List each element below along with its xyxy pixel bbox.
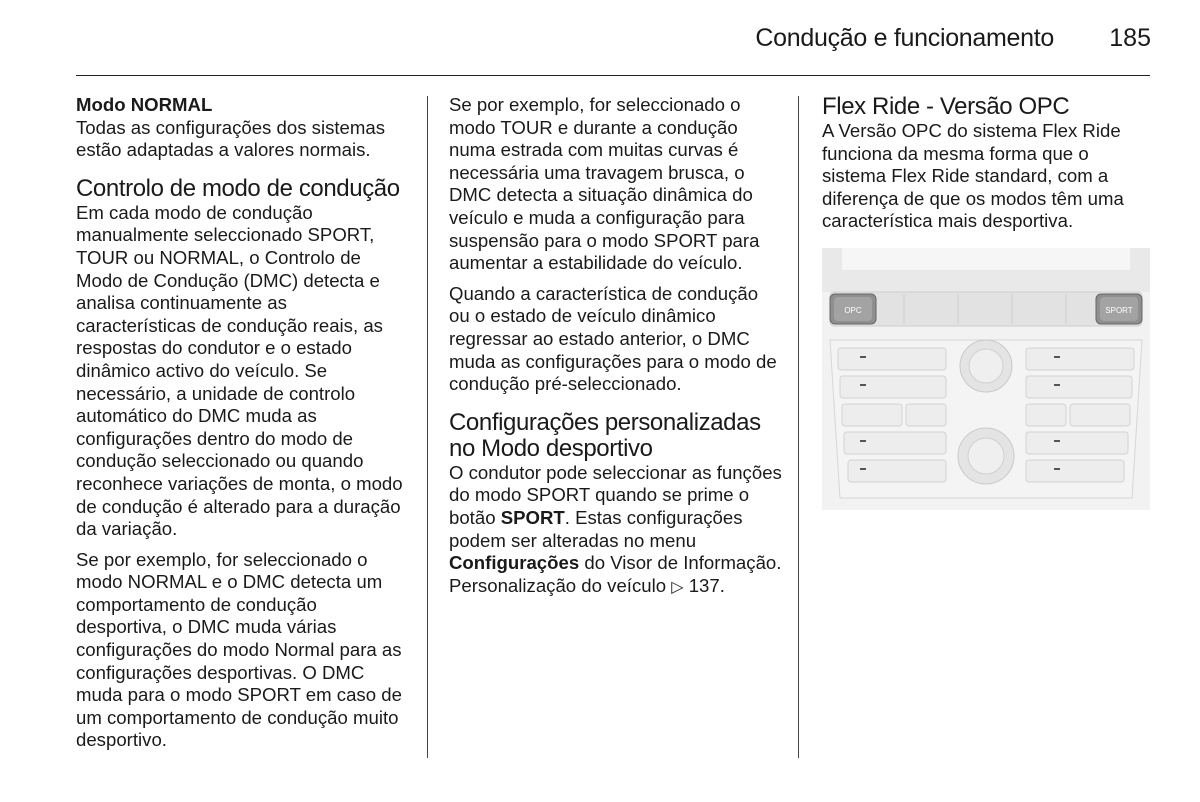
text: O condutor pode seleccionar as funções do modo SPORT quando se prime o botão: [449, 461, 782, 528]
page-reference: 137.: [683, 574, 725, 596]
chapter-title: Condução e funcionamento: [755, 24, 1054, 52]
column-right: [822, 94, 1152, 241]
center-console-illustration: [822, 248, 1150, 510]
column-divider: [798, 96, 799, 758]
paragraph: [449, 462, 783, 600]
paragraph: Se por exemplo, for seleccionado o modo TOUR e durante a condução numa estrada com muitas curvas é necessária uma travagem brusca, o DMC detecta a situação dinâmica do veículo e muda a configuração para suspensão para o modo SPORT para aumentar a estabilidade do veículo.: [449, 94, 760, 274]
subheading-normal-mode: Modo NORMAL: [76, 94, 213, 115]
settings-menu-name: Configurações: [449, 552, 580, 574]
section-heading: Flex Ride - Versão OPC: [822, 93, 1070, 120]
page-reference-icon: ▷: [671, 578, 684, 596]
opc-button-label: OPC: [844, 306, 862, 315]
header-divider: [76, 75, 1150, 76]
paragraph: A Versão OPC do sistema Flex Ride funciona da mesma forma que o sistema Flex Ride standard, com a diferença de que os modos têm uma característica mais desportiva.: [822, 120, 1124, 232]
paragraph: Todas as configurações dos sistemas estão adaptadas a valores normais.: [76, 116, 386, 161]
page-number: 185: [1109, 24, 1151, 52]
paragraph: Se por exemplo, for seleccionado o modo NORMAL e o DMC detecta um comportamento de condução desportiva, o DMC muda várias configurações do modo Normal para as configurações desportivas. O DMC muda para o modo SPORT em caso de um comportamento de condução muito desportivo.: [76, 548, 402, 751]
section-heading: Controlo de modo de condução: [76, 174, 400, 202]
paragraph: Quando a característica de condução ou o estado de veículo dinâmico regressar ao estado anterior, o DMC muda as configurações para o modo de condução pré-seleccionado.: [449, 282, 777, 395]
text: do Visor de Informação. Personalização do veículo: [449, 552, 782, 596]
section-heading: Configurações personalizadas no Modo desportivo: [449, 408, 761, 462]
paragraph: Em cada modo de condução manualmente seleccionado SPORT, TOUR ou NORMAL, o Controlo de Modo de Condução (DMC) detecta e analisa continuamente as características de condução reais, as respostas do condutor e o estado dinâmico activo do veículo. Se necessário, a unidade de controlo automático do DMC muda as configurações dentro do modo de condução seleccionado ou quando reconhece variações de monta, o modo de condução é alterado para a duração da variação.: [76, 201, 403, 540]
column-left: [76, 94, 411, 760]
column-middle: [449, 94, 783, 607]
sport-button-name: SPORT: [500, 506, 565, 528]
column-divider: [427, 96, 428, 758]
text: . Estas configurações podem ser alteradas no menu: [449, 506, 743, 551]
sport-button-label: SPORT: [1105, 306, 1133, 315]
